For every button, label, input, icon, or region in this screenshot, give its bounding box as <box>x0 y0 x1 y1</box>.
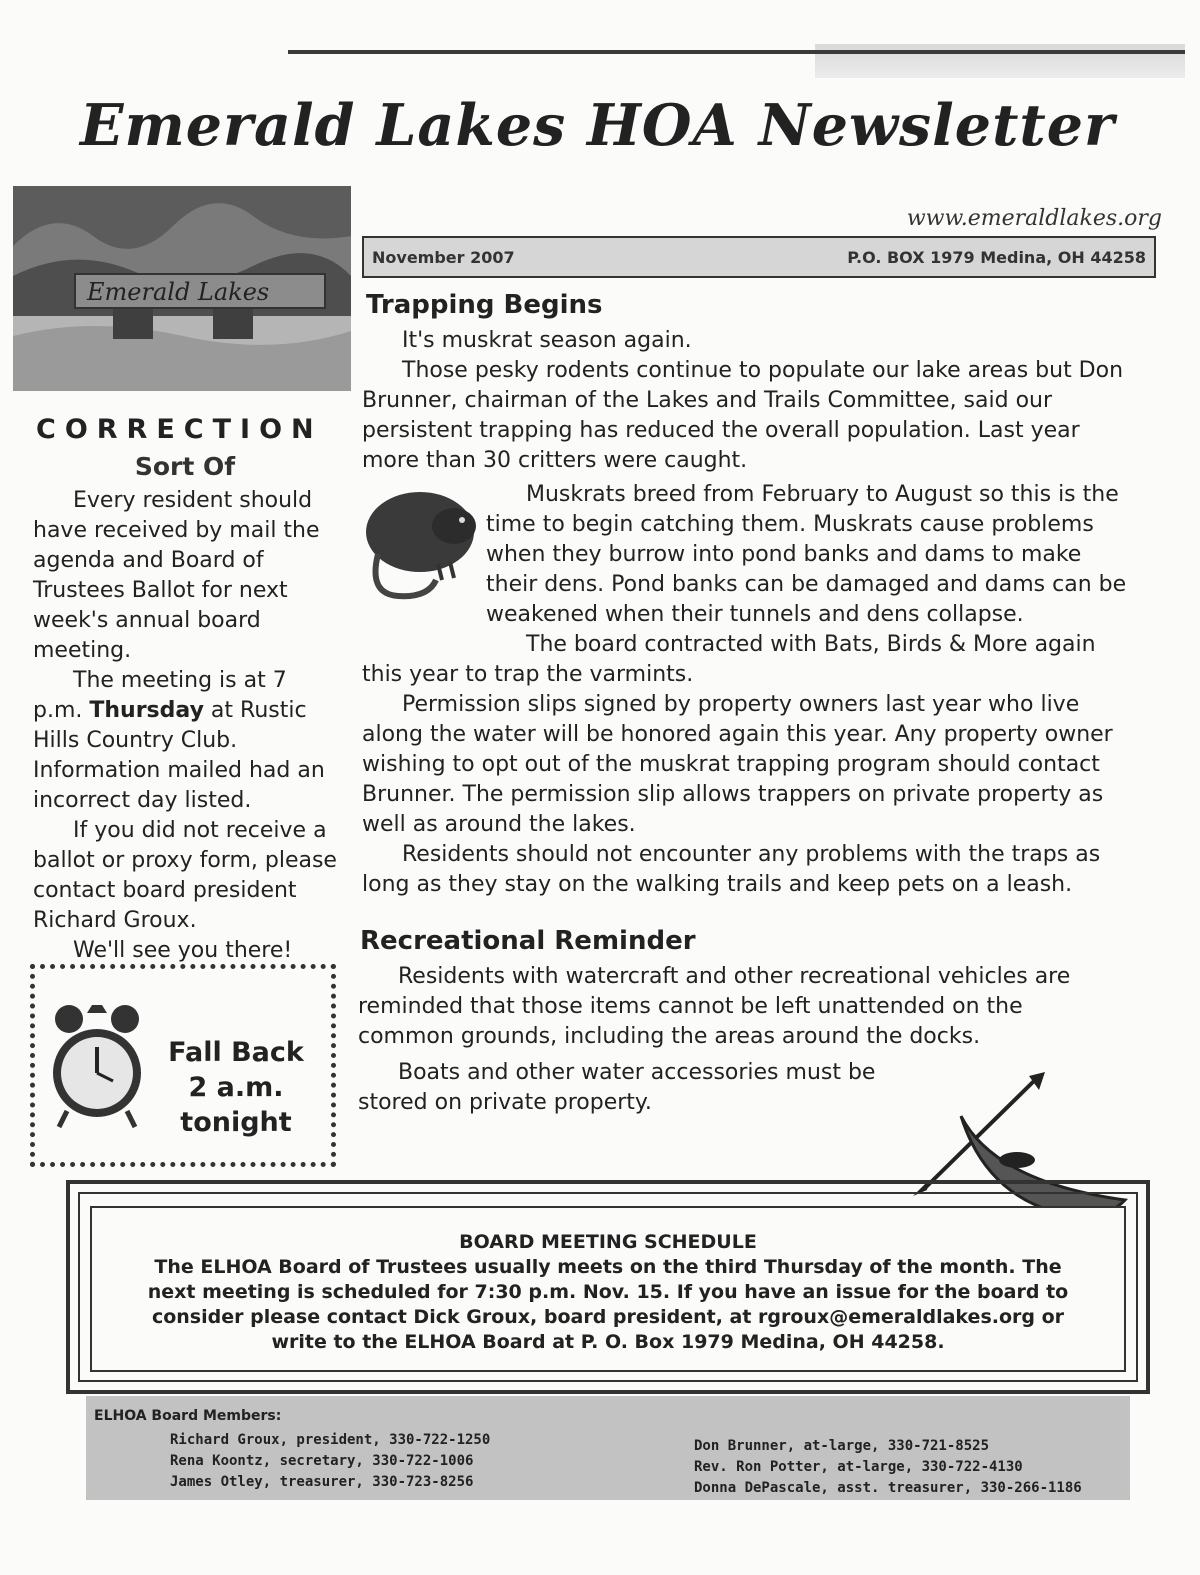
board-members-right <box>694 1436 1082 1499</box>
board-members-left <box>170 1430 490 1493</box>
website-url[interactable]: www.emeraldlakes.org <box>906 206 1162 231</box>
entrance-sign-photo <box>13 186 351 391</box>
issue-date: November 2007 <box>372 247 515 267</box>
schedule-body: The ELHOA Board of Trustees usually meets on the third Thursday of the month. The next meeting is scheduled for 7:30 p.m. Nov. 15. If you have an issue for the board to consider please contact Dick Groux, board president, at rgroux@emeraldlakes.org or write to the ELHOA Board at P. O. Box 1979 Medina, OH 44258. <box>147 1256 1069 1353</box>
article-paragraph: Residents with watercraft and other recreational vehicles are reminded that those items cannot be left unattended on the common grounds, including the areas around the docks. <box>358 964 1071 1049</box>
correction-subheading: Sort Of <box>134 452 236 481</box>
schedule-title: BOARD MEETING SCHEDULE <box>459 1231 757 1253</box>
correction-heading: CORRECTION <box>36 414 323 445</box>
board-member: Don Brunner, at-large, 330-721-8525 <box>694 1438 990 1454</box>
alarm-clock-icon <box>47 997 147 1137</box>
board-members-panel <box>86 1396 1130 1500</box>
board-member: James Otley, treasurer, 330-723-8256 <box>170 1474 474 1490</box>
mailing-address: P.O. BOX 1979 Medina, OH 44258 <box>847 247 1146 267</box>
article-paragraph: The board contracted with Bats, Birds & More again this year to trap the varmints. <box>362 632 1096 687</box>
fall-back-line: Fall Back <box>168 1037 304 1068</box>
board-members-label: ELHOA Board Members: <box>94 1408 282 1424</box>
newsletter-title: Emerald Lakes HOA Newsletter <box>80 92 1116 159</box>
article-paragraph: Residents should not encounter any problems with the traps as long as they stay on the walking trails and keep pets on a leash. <box>362 842 1101 897</box>
board-member: Richard Groux, president, 330-722-1250 <box>170 1432 491 1448</box>
correction-paragraph: Every resident should have received by mail the agenda and Board of Trustees Ballot for next week's annual board meeting. <box>33 488 320 663</box>
fall-back-line: 2 a.m. <box>188 1072 284 1103</box>
schedule-text <box>92 1230 1124 1355</box>
trapping-article <box>362 326 1132 900</box>
fall-back-box <box>30 964 336 1167</box>
recreational-heading: Recreational Reminder <box>360 926 696 956</box>
fall-back-line: tonight <box>180 1107 292 1138</box>
correction-paragraph: If you did not receive a ballot or proxy form, please contact board president Richard Groux. <box>33 818 337 933</box>
schedule-panel <box>90 1206 1126 1372</box>
header-rule <box>288 50 1185 54</box>
dateline-bar <box>362 236 1156 278</box>
correction-body <box>33 486 339 966</box>
board-member: Rev. Ron Potter, at-large, 330-722-4130 <box>694 1459 1023 1475</box>
muskrat-icon <box>358 484 482 632</box>
article-paragraph: Those pesky rodents continue to populate our lake areas but Don Brunner, chairman of the Lakes and Trails Committee, said our persistent trapping has reduced the overall population. Last year more than 30 critters were caught. <box>362 358 1124 473</box>
board-member: Donna DePascale, asst. treasurer, 330-266-1186 <box>694 1480 1082 1496</box>
photo-sign-text: Emerald Lakes <box>87 278 270 306</box>
article-paragraph: Muskrats breed from February to August so this is the time to begin catching them. Muskrats cause problems when they burrow into pond banks and dams to make their dens. Pond banks can be damaged and dams can be weakened when their tunnels and dens collapse. <box>486 482 1127 627</box>
board-meeting-schedule-box <box>66 1180 1150 1394</box>
correction-paragraph: We'll see you there! <box>73 938 293 963</box>
article-paragraph: It's muskrat season again. <box>402 328 692 353</box>
board-member: Rena Koontz, secretary, 330-722-1006 <box>170 1453 474 1469</box>
article-paragraph: Boats and other water accessories must be stored on private property. <box>358 1060 876 1115</box>
trapping-heading: Trapping Begins <box>366 290 603 320</box>
article-paragraph: Permission slips signed by property owners last year who live along the water will be honored again this year. Any property owner wishing to opt out of the muskrat trapping program should contact Brunner. The permission slip allows trappers on private property as well as around the lakes. <box>362 692 1113 837</box>
correction-paragraph: The meeting is at 7 p.m. Thursday at Rustic Hills Country Club. Information mailed had an incorrect day listed. <box>33 668 325 813</box>
fall-back-text <box>161 1035 311 1140</box>
